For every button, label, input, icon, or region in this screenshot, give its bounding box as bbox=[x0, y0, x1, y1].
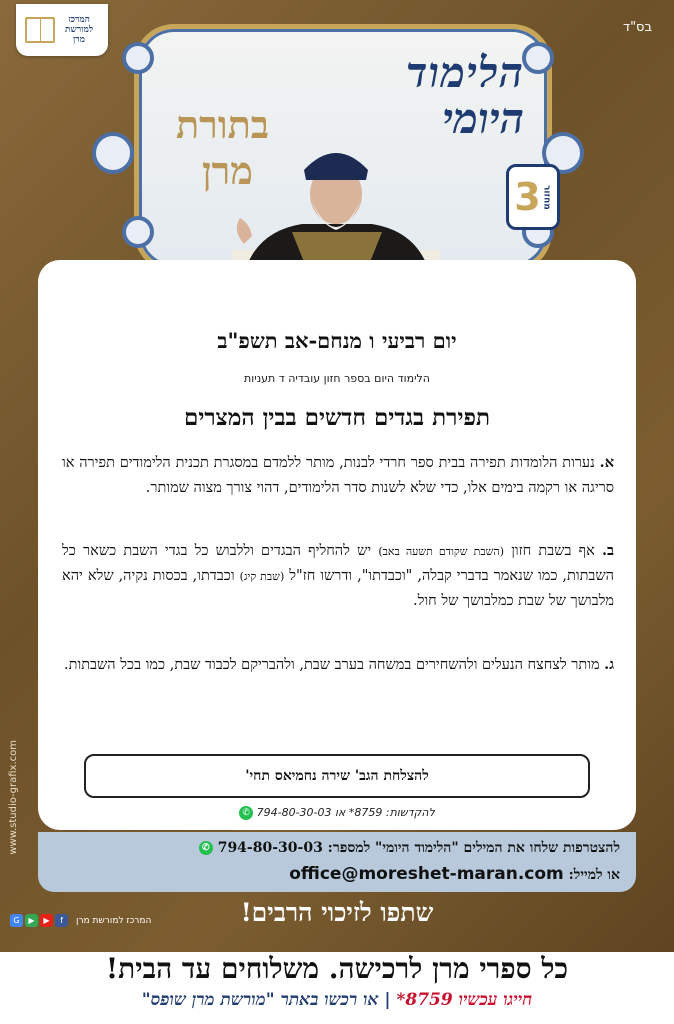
paragraph-text: מותר לצחצח הנעלים ולהשחירים במשחה בערב שבת, ולהבריקם לכבוד שבת, כמו בכל השבתות. bbox=[64, 657, 600, 673]
paragraph-lead: ב. bbox=[601, 542, 615, 559]
paragraph-b bbox=[62, 538, 614, 614]
book-icon bbox=[25, 17, 55, 43]
youtube-icon[interactable]: ▶ bbox=[40, 914, 53, 927]
paragraph-lead: ג. bbox=[604, 656, 614, 673]
subtitle-line2: מרן bbox=[202, 148, 253, 193]
footer-line1: כל ספרי מרן לרכישה. משלוחים עד הבית! bbox=[105, 952, 569, 985]
paragraph-text: אף בשבת חזון bbox=[511, 543, 595, 559]
whatsapp-icon[interactable]: ✆ bbox=[199, 841, 213, 855]
paragraph-note: (שבת קיג) bbox=[239, 570, 285, 583]
ornament-icon bbox=[122, 216, 154, 248]
subtitle-line1: בתורת bbox=[176, 102, 270, 147]
lesson-source: הלימוד היום בספר חזון עובדיה ד תעניות bbox=[244, 372, 430, 385]
join-line1-text: להצטרפות שלחו את המילים "הלימוד היומי" למספר: 794-80-30-03 bbox=[217, 840, 620, 856]
lesson-card bbox=[38, 260, 636, 830]
dedication-contact bbox=[38, 806, 636, 820]
join-email-prefix: או למייל: bbox=[568, 867, 620, 883]
ornament-icon bbox=[522, 42, 554, 74]
lesson-heading: תפירת בגדים חדשים בבין המצרים bbox=[183, 404, 491, 431]
footer-line2 bbox=[0, 990, 674, 1010]
paragraph-lead: א. bbox=[599, 454, 615, 471]
cycle-label: מחזור bbox=[541, 184, 552, 210]
paragraph-c bbox=[62, 652, 614, 678]
paragraph-text: נערות הלומדות תפירה בבית ספר חרדי לבנות, מותר ללמדם במסגרת תכנית הלימודים תפירה או סריגה או רקמה בימים אלו, כדי שלא לשנות סדר הלימודים, דהוי צורך מצוה שמותר. bbox=[62, 455, 614, 496]
paragraph-text: יש להחליף הבגדים וללבוש כל בגדי השבת כשאר כל השבתות, כמו שנאמר בדברי קבלה, "וכבדתו", ודרשו חז"ל bbox=[62, 543, 615, 584]
title-line1: הלימוד bbox=[405, 48, 524, 97]
join-line1 bbox=[199, 840, 620, 857]
cycle-badge bbox=[506, 164, 560, 230]
studio-watermark: www.studio-grafix.com bbox=[8, 740, 19, 855]
join-line2 bbox=[289, 864, 620, 884]
paragraph-a bbox=[62, 450, 614, 501]
footer-phone[interactable]: חייגו עכשיו 8759* bbox=[396, 990, 533, 1010]
join-email-link[interactable]: office@moreshet-maran.com bbox=[289, 864, 564, 884]
ornament-icon bbox=[92, 132, 134, 174]
ornament-icon bbox=[122, 42, 154, 74]
facebook-icon[interactable]: f bbox=[55, 914, 68, 927]
whatsapp-icon[interactable]: ✆ bbox=[239, 806, 253, 820]
join-bar bbox=[38, 832, 636, 892]
footer-site: | או רכשו באתר "מורשת מרן שופס" bbox=[141, 990, 391, 1010]
bsd-mark: בס"ד bbox=[622, 20, 652, 35]
title-line2: היומי bbox=[442, 94, 524, 143]
paragraph-text: וכבדתו, בכסות נקיה, שלא יהא מלבושך של שבת כמלבושך של חול. bbox=[62, 568, 614, 609]
paragraph-note: (השבת שקודם תשעה באב) bbox=[378, 545, 505, 558]
dedication-contact-text: להקדשות: 8759* או 794-80-30-03 bbox=[256, 806, 435, 819]
dedication-box: להצלחת הגב' שירה נחמיאס תחי' bbox=[84, 754, 590, 798]
logo-text: המרכז למורשת מרן bbox=[64, 15, 94, 45]
lesson-date: יום רביעי ו מנחם-אב תשפ"ב bbox=[217, 328, 457, 353]
share-call: שתפו לזיכוי הרבים! bbox=[240, 898, 434, 927]
cycle-number: 3 bbox=[514, 175, 541, 219]
social-icons bbox=[10, 914, 151, 927]
social-label: המרכז למורשת מרן bbox=[76, 915, 152, 926]
play-icon[interactable]: ▶ bbox=[25, 914, 38, 927]
google-icon[interactable]: G bbox=[10, 914, 23, 927]
